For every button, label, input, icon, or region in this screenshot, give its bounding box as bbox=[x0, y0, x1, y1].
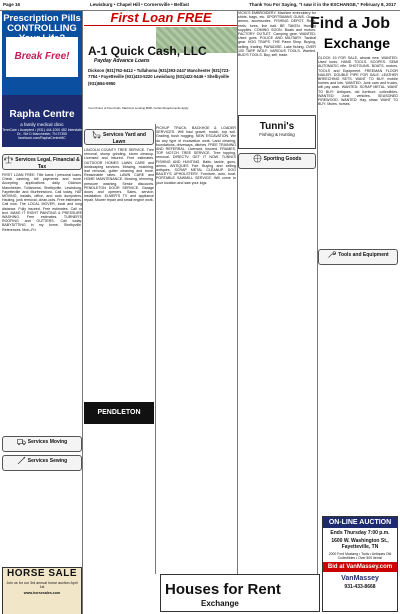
houses-title: Houses for Rent bbox=[165, 581, 281, 598]
ball-icon bbox=[253, 154, 262, 163]
category-sewing bbox=[2, 455, 82, 471]
rapha-address: TennCare • Accepted • (931) 444-1000 482 Interstate Dr., Ste D Manchester, TN 37355 facebook.com/RaphaCentreMC bbox=[2, 128, 82, 140]
category-sewing-label: Services Sewing bbox=[27, 457, 68, 464]
page-number: Page 16 bbox=[3, 2, 21, 7]
auction-address: 1600 W. Washington St., Fayetteville, TN bbox=[331, 538, 389, 550]
a1-phones: Dickson (931)762-6412 • Tullahoma (931)393-2447 Manchester (931)723-7784 • Fayetteville (931)433-5220 Lewisburg (931)422-5446 • Shelbyville (931)684-9950 bbox=[88, 68, 230, 86]
loan-ad-block[interactable] bbox=[84, 11, 238, 123]
column-1 bbox=[2, 11, 82, 614]
prescription-ad[interactable] bbox=[2, 11, 82, 95]
column-4 bbox=[238, 11, 316, 574]
find-job-line2: Exchange bbox=[323, 35, 390, 51]
horse-sale-ad[interactable] bbox=[2, 567, 82, 614]
category-tools-label: Tools and Equipment bbox=[338, 251, 389, 258]
column-2-classifieds: LINCOLN COUNTY TREE SERVICE. Tree removal, stump grinding, storm cleanup. Licensed and insured. Free estimates. OUTDOOR HOMES LAWN CARE and landscaping services. Mowing, mulching, leaf removal, gutter cleaning and more. Reasonable rates. LAWN CARE and HOME MAINTENANCE. Mowing, trimming, pressure washing. Senior discounts. PENDLETON DOOR SERVICE. Garage doors and openers. Sales, service, installation. ELMER'S TV and appliance repair. Mower repair and small engine work. bbox=[84, 148, 154, 203]
mower-icon bbox=[92, 130, 101, 139]
auction-phone: 931-433-8668 bbox=[344, 584, 376, 591]
column-5-classifieds: GLOCK 19 FOR SALE, almost new. WANTED: Used tools. HAND TOOLS. SCOPES. SEMI AUTOMATIC rifle. SHOTGUNS. BOATS, motors. TOOLS and Equipment. FREEMAN FLOOR NAILER. DOUBLE PIPE FOR SALE. LEATHER BREECHING SETS. WANT TO BUY, mobile homes and lots. WANTED: Junk cars and trucks, will pay cash. WANTED: SCRAP METAL. WANT TO BUY: Antiques, old furniture, collectibles. WANTED: Junk vehicles. SEASONED FIREWOOD. WANTED: Hay, straw. WANT TO BUY: Mules, horses. bbox=[318, 56, 398, 107]
vanmassey-logo: VanMassey bbox=[341, 575, 379, 583]
houses-for-rent-banner[interactable] bbox=[160, 574, 320, 612]
column-5 bbox=[318, 56, 398, 514]
column-4-classifieds-top: VICKI'S EMBROIDERY. Machine embroidery for shirts, bags, etc. SPORTSMANS GUNS. Guns, ammo, accessories. FISHING DEPOT. Rods, reels, lures, live bait. BE TAKEN. Hunting supplies. COMING SOON. Boats and motors. FACTORY OUTLET. Camping gear. WANTED: Used guns. POLICE AND MILITARY. Tactical gear. HOG TRAPS. THE Pawn Shop. Buying, selling, trading. PARADISE. Lake fishing. OVER 100 TARP WOLF. VARIOUS TOOLS. Wanted. BUD'S TOOLS. Buy, sell, trade. bbox=[238, 11, 316, 58]
column-3-classifieds: PICKUP TRUCK, BACKHOE & LOADER SERVICES. Will haul gravel, mulch, top soil. Grading, bush hogging. NEW ESCAVATION. We do any type of excavation work. Land clearing, foundations, driveways, ditches. FREE TRAINING AND REFERRAL. Licensed, insured. FRAMES, TOP NOTCH TREE SERVICE. Tree topping, removal. DIRECTV. GET IT NOW. TUNNI'S FISHING AND HUNTING. Baits, tackle, guns, ammo. ANTIQUES Fair. Buying and selling antiques. SCRAP METAL CLEANUP. DOG BAILEY'S UPHOLSTERY. Furniture, auto, boat. PORTABLE SAWMILL SERVICE. Will come to your location and saw your logs. bbox=[156, 126, 236, 185]
auction-items: 2000 Ford Mustang • Tools • Antiques Old Collectibles • Over 500 Items! bbox=[328, 552, 392, 561]
tunnis-subtitle: Fishing & Hunting bbox=[259, 132, 295, 137]
column-1-body bbox=[2, 151, 82, 474]
a1-name: A-1 Quick Cash, LLC bbox=[88, 44, 207, 58]
column-1-classifieds: FIRST LOAN FREE. Title loans / personal loans. Check cashing, bill payments and more. Accepting applications daily. Dickson, Manchester, Tullahoma, Shelbyville, Lewisburg, Fayetteville and Murfreesboro. Call today. HAT MOVING, installs, office, and auto dumpsters. Hauling, junk removal, clean-outs. Free estimates. Call now. The LOCAL MOVER, local and long distance. Fully insured. Free estimates. Call or text. MAKE IT RIGHT PAINTING & PRESSURE WASHING. Free estimates. TURNER'S ROOFING and GUTTERS. Call today. BABYSITTING in my home, Shelbyville. References. Mon–Fri. bbox=[2, 173, 82, 232]
truck-icon bbox=[17, 437, 26, 446]
horse-sale-date: Join us for our 3rd annual horse auction April 1st bbox=[6, 581, 78, 590]
online-auction-banner: ON-LINE AUCTION bbox=[323, 517, 397, 528]
paper-towns: Lewisburg • Chapel Hill • Cornersville • Belfast bbox=[90, 2, 189, 7]
column-rule bbox=[82, 11, 83, 614]
category-legal bbox=[2, 154, 82, 170]
paper-slogan: Thank You For Saying, "I saw it in the EXCHANGE," February 8, 2017 bbox=[249, 2, 396, 7]
category-yard bbox=[84, 129, 154, 145]
first-loan-free-banner: First Loan FREE bbox=[84, 11, 238, 26]
rapha-name: Rapha Centre bbox=[9, 109, 75, 120]
scale-icon bbox=[4, 155, 13, 164]
pendleton-ad[interactable]: PENDLETON bbox=[84, 402, 154, 424]
a1-quick-cash-ad bbox=[84, 26, 238, 121]
horse-sale-web: www.horsesales.com bbox=[23, 591, 61, 596]
category-sporting-label: Sporting Goods bbox=[263, 155, 302, 162]
category-sporting bbox=[238, 153, 316, 169]
find-job-line1: Find a Job bbox=[310, 15, 390, 32]
category-legal-label: Services Legal, Financial & Tax bbox=[15, 156, 80, 170]
tunnis-ad[interactable] bbox=[238, 115, 316, 149]
category-moving-label: Services Moving bbox=[27, 438, 68, 445]
category-tools bbox=[318, 249, 398, 265]
column-2 bbox=[84, 126, 154, 614]
column-3 bbox=[156, 126, 236, 574]
a1-subtitle: Payday Advance Loans bbox=[94, 58, 150, 64]
prescription-headline: Prescription Pills CONTROLLING bbox=[3, 13, 81, 34]
houses-sub: Exchange bbox=[201, 599, 239, 608]
bid-link[interactable]: Bid at VanMassey.com bbox=[323, 562, 397, 572]
wrench-icon bbox=[327, 250, 336, 259]
tunnis-name: Tunni's bbox=[259, 121, 295, 132]
auction-end: Ends Thursday 7:00 p.m. bbox=[330, 530, 390, 536]
category-yard-label: Services Yard and Lawn bbox=[103, 131, 146, 145]
a1-fine-print: Your Choice of Free Kinds. Maximum Lending $500. Certain Requirements Apply. bbox=[88, 106, 189, 110]
category-moving bbox=[2, 436, 82, 452]
needle-icon bbox=[17, 456, 26, 465]
page-header bbox=[0, 0, 400, 10]
find-a-job-banner[interactable] bbox=[238, 11, 398, 61]
break-free-text: Break Free! bbox=[6, 37, 78, 77]
rapha-centre-ad[interactable] bbox=[2, 95, 82, 147]
rapha-subtitle: a family medical clinic bbox=[20, 122, 64, 127]
online-auction-ad[interactable] bbox=[322, 516, 398, 612]
horse-sale-title: HORSE SALE bbox=[6, 568, 77, 579]
